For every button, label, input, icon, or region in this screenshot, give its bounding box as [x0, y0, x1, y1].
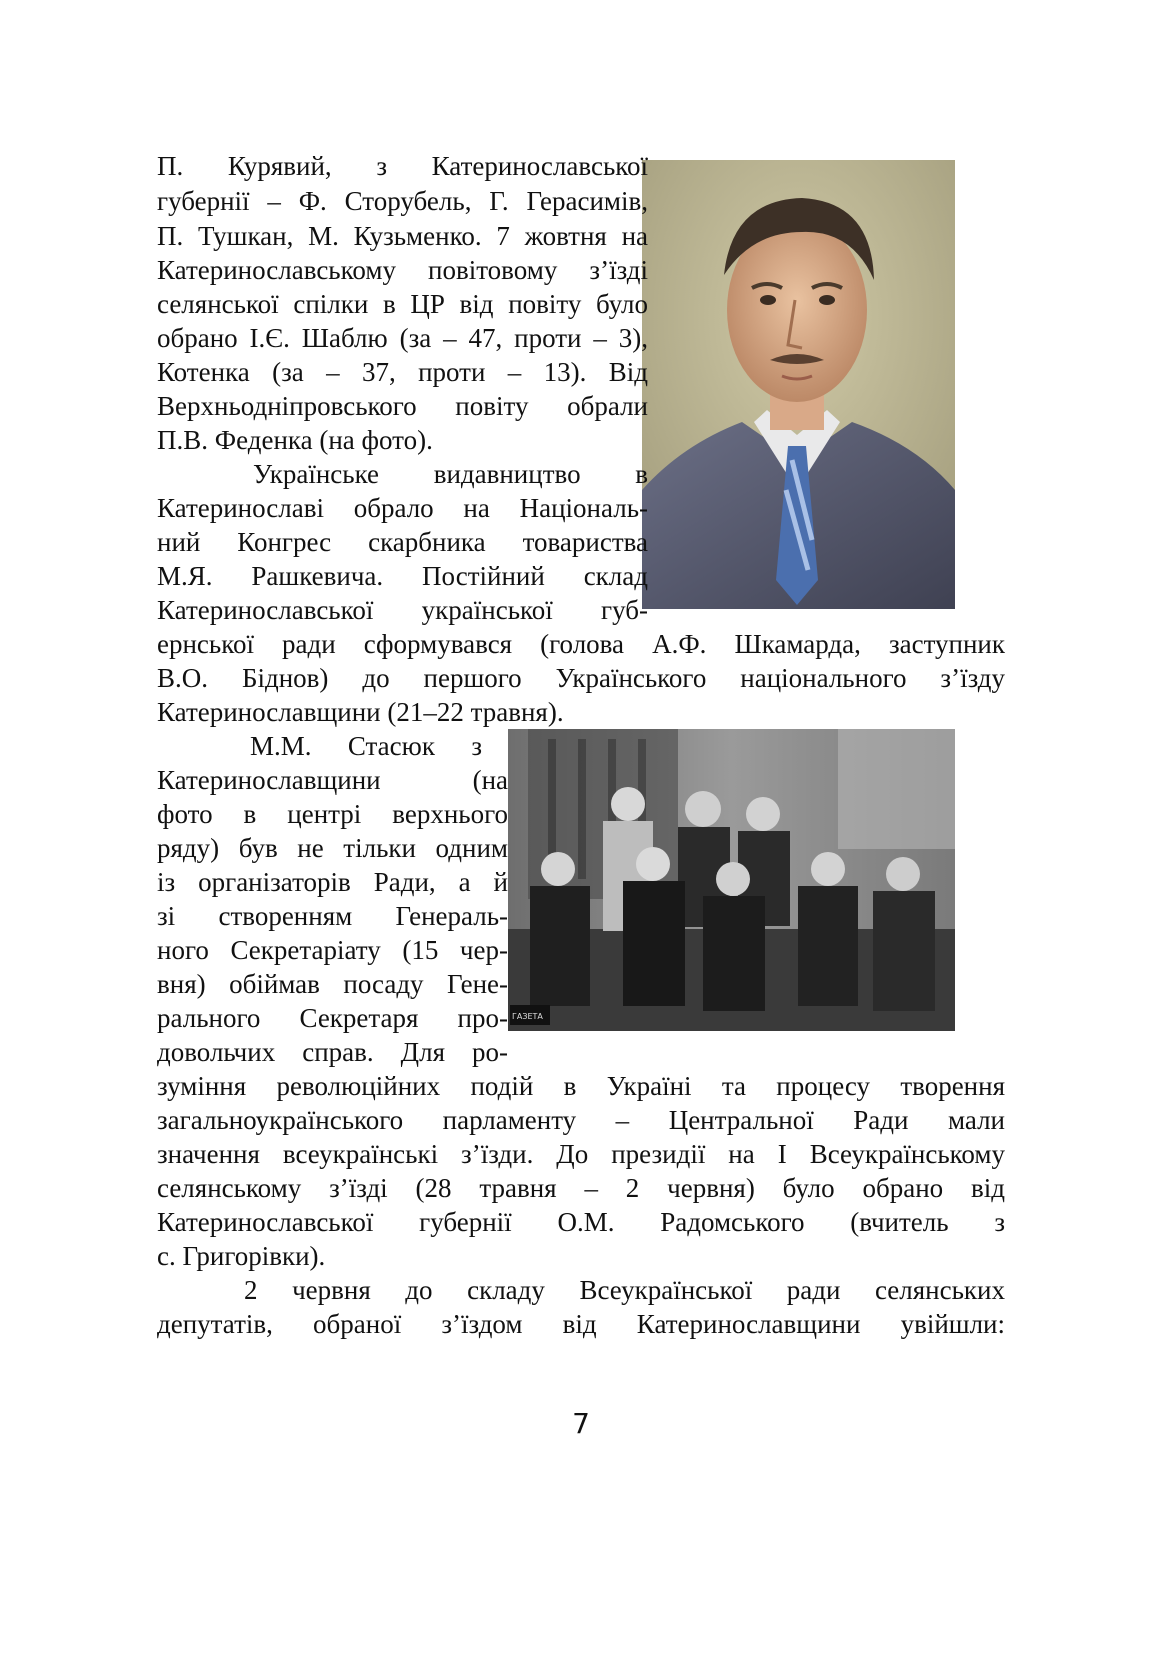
- text-line: рального Секретаря про-: [157, 1003, 508, 1033]
- text-line: М.Я. Рашкевича. Постійний склад: [157, 561, 648, 591]
- text-line: зі створенням Генераль-: [157, 901, 508, 931]
- photo-strip-text: ГАЗЕТА: [512, 1012, 543, 1021]
- text-line: 2 червня до складу Всеукраїнської ради селянських: [244, 1275, 1005, 1305]
- text-line: обрано І.Є. Шаблю (за – 47, проти – 3),: [157, 323, 648, 353]
- text-line: Катеринославщини (21–22 травня).: [157, 697, 564, 727]
- text-line: ного Секретаріату (15 чер-: [157, 935, 508, 965]
- text-line: Катеринославщини (на: [157, 765, 508, 795]
- text-line: депутатів, обраної з’їздом від Катеринославщини увійшли:: [157, 1309, 1005, 1339]
- text-line: с. Григорівки).: [157, 1241, 326, 1271]
- text-line: селянської спілки в ЦР від повіту було: [157, 289, 648, 319]
- text-line: П.В. Феденка (на фото).: [157, 425, 433, 455]
- text-line: Котенка (за – 37, проти – 13). Від: [157, 357, 648, 387]
- text-line: із організаторів Ради, а й: [157, 867, 508, 897]
- text-line: П. Тушкан, М. Кузьменко. 7 жовтня на: [157, 221, 648, 251]
- text-line: ний Конгрес скарбника товариства: [157, 527, 648, 557]
- text-line: довольчих справ. Для ро-: [157, 1037, 508, 1067]
- text-line: вня) обіймав посаду Гене-: [157, 969, 508, 999]
- group-photo: [508, 729, 955, 1031]
- text-line: загальноукраїнського парламенту – Центральної Ради мали: [157, 1105, 1005, 1135]
- text-line: Катеринославському повітовому з’їзді: [157, 255, 648, 285]
- text-line: Катеринославської української губ-: [157, 595, 648, 625]
- text-line: Українське видавництво в: [253, 459, 648, 489]
- text-line: М.М. Стасюк з: [250, 731, 482, 761]
- page-number: 7: [572, 1407, 590, 1440]
- text-line: ряду) був не тільки одним: [157, 833, 508, 863]
- text-line: П. Курявий, з Катеринославської: [157, 151, 648, 181]
- text-line: губернії – Ф. Сторубель, Г. Герасимів,: [157, 186, 648, 216]
- text-line: зуміння революційних подій в Україні та процесу творення: [157, 1071, 1005, 1101]
- portrait-photo: [642, 160, 955, 609]
- text-line: ернської ради сформувався (голова А.Ф. Шкамарда, заступник: [157, 629, 1005, 659]
- text-line: Катеринославі обрало на Національ-: [157, 493, 648, 523]
- text-line: В.О. Біднов) до першого Українського національного з’їзду: [157, 663, 1005, 693]
- text-line: Катеринославської губернії О.М. Радомського (вчитель з: [157, 1207, 1005, 1237]
- text-line: Верхньодніпровського повіту обрали: [157, 391, 648, 421]
- text-line: селянському з’їзді (28 травня – 2 червня) було обрано від: [157, 1173, 1005, 1203]
- text-line: значення всеукраїнські з’їзди. До президії на І Всеукраїнському: [157, 1139, 1005, 1169]
- text-line: фото в центрі верхнього: [157, 799, 508, 829]
